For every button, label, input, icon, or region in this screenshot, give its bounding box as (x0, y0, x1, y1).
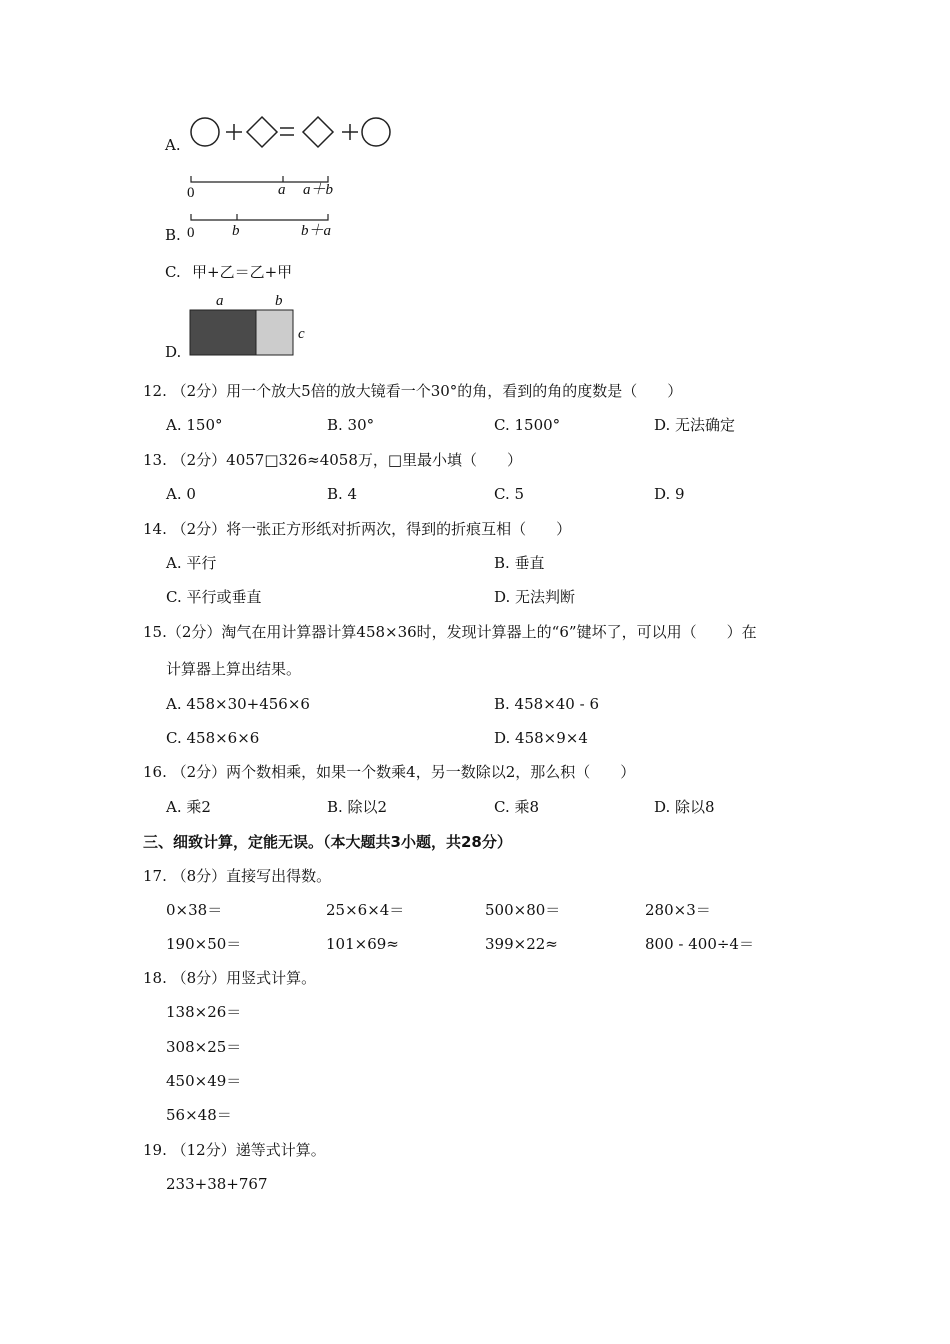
nl2-b: b (232, 223, 240, 239)
q18-stem: 18. （8分）用竖式计算。 (143, 969, 317, 987)
q12-option-d: D. 无法确定 (654, 416, 736, 434)
q11-option-d-label: D. (165, 343, 182, 361)
q16-option-c: C. 乘8 (494, 798, 540, 816)
nl1-a: a (278, 182, 286, 198)
q11-option-a-label: A. (165, 136, 181, 154)
q17-item: 25×6×4＝ (326, 901, 405, 919)
q17-item: 800 - 400÷4＝ (645, 935, 754, 953)
q13-option-d: D. 9 (654, 485, 685, 503)
q16-option-d: D. 除以8 (654, 798, 715, 816)
q19-stem: 19. （12分）递等式计算。 (143, 1141, 326, 1159)
q14-stem: 14. （2分）将一张正方形纸对折两次，得到的折痕互相（ ） (143, 520, 572, 538)
q17-item: 399×22≈ (485, 935, 558, 953)
q15-option-a: A. 458×30+456×6 (166, 695, 310, 713)
nl1-sum: a＋b (303, 182, 334, 198)
q15-option-c: C. 458×6×6 (166, 729, 260, 747)
section-3-heading: 三、细致计算，定能无误。（本大题共3小题，共28分） (143, 833, 512, 851)
shapes-equation-figure (186, 114, 396, 152)
q17-item: 101×69≈ (326, 935, 399, 953)
q17-item: 0×38＝ (166, 901, 223, 919)
q16-option-a: A. 乘2 (166, 798, 211, 816)
q14-option-d: D. 无法判断 (494, 588, 576, 606)
fig-c: c (298, 326, 305, 342)
q17-stem: 17. （8分）直接写出得数。 (143, 867, 332, 885)
q13-stem: 13. （2分）4057□326≈4058万，□里最小填（ ） (143, 451, 523, 469)
number-line-figure (186, 172, 346, 242)
q15-option-d: D. 458×9×4 (494, 729, 588, 747)
q15-stem-cont: 计算器上算出结果。 (166, 660, 302, 678)
q18-item: 308×25＝ (166, 1038, 242, 1056)
fig-b: b (275, 293, 283, 309)
q17-item: 190×50＝ (166, 935, 242, 953)
q18-item: 138×26＝ (166, 1003, 242, 1021)
q11-option-c-text: 甲+乙＝乙+甲 (192, 263, 293, 281)
q18-item: 56×48＝ (166, 1106, 232, 1124)
q14-option-b: B. 垂直 (494, 554, 545, 572)
q12-stem: 12. （2分）用一个放大5倍的放大镜看一个30°的角，看到的角的度数是（ ） (143, 382, 683, 400)
q12-option-b: B. 30° (327, 416, 375, 434)
q17-item: 500×80＝ (485, 901, 561, 919)
fig-a: a (216, 293, 224, 309)
q14-option-a: A. 平行 (166, 554, 217, 572)
q15-stem: 15.（2分）淘气在用计算器计算458×36时，发现计算器上的“6”键坏了，可以用（ ）在 (143, 623, 757, 641)
q15-option-b: B. 458×40 - 6 (494, 695, 599, 713)
q11-option-b-label: B. (165, 226, 181, 244)
q13-option-c: C. 5 (494, 485, 525, 503)
nl2-sum: b＋a (301, 223, 332, 239)
q19-item: 233+38+767 (166, 1175, 268, 1193)
q13-option-a: A. 0 (166, 485, 196, 503)
q11-option-c-label: C. (165, 263, 181, 281)
q14-option-c: C. 平行或垂直 (166, 588, 262, 606)
q13-option-b: B. 4 (327, 485, 358, 503)
rectangle-area-figure (188, 290, 313, 360)
nl1-zero: 0 (187, 185, 195, 201)
nl2-zero: 0 (187, 225, 195, 241)
q12-option-c: C. 1500° (494, 416, 561, 434)
q12-option-a: A. 150° (166, 416, 223, 434)
q18-item: 450×49＝ (166, 1072, 242, 1090)
q17-item: 280×3＝ (645, 901, 711, 919)
q16-stem: 16. （2分）两个数相乘，如果一个数乘4，另一数除以2，那么积（ ） (143, 763, 636, 781)
q16-option-b: B. 除以2 (327, 798, 388, 816)
